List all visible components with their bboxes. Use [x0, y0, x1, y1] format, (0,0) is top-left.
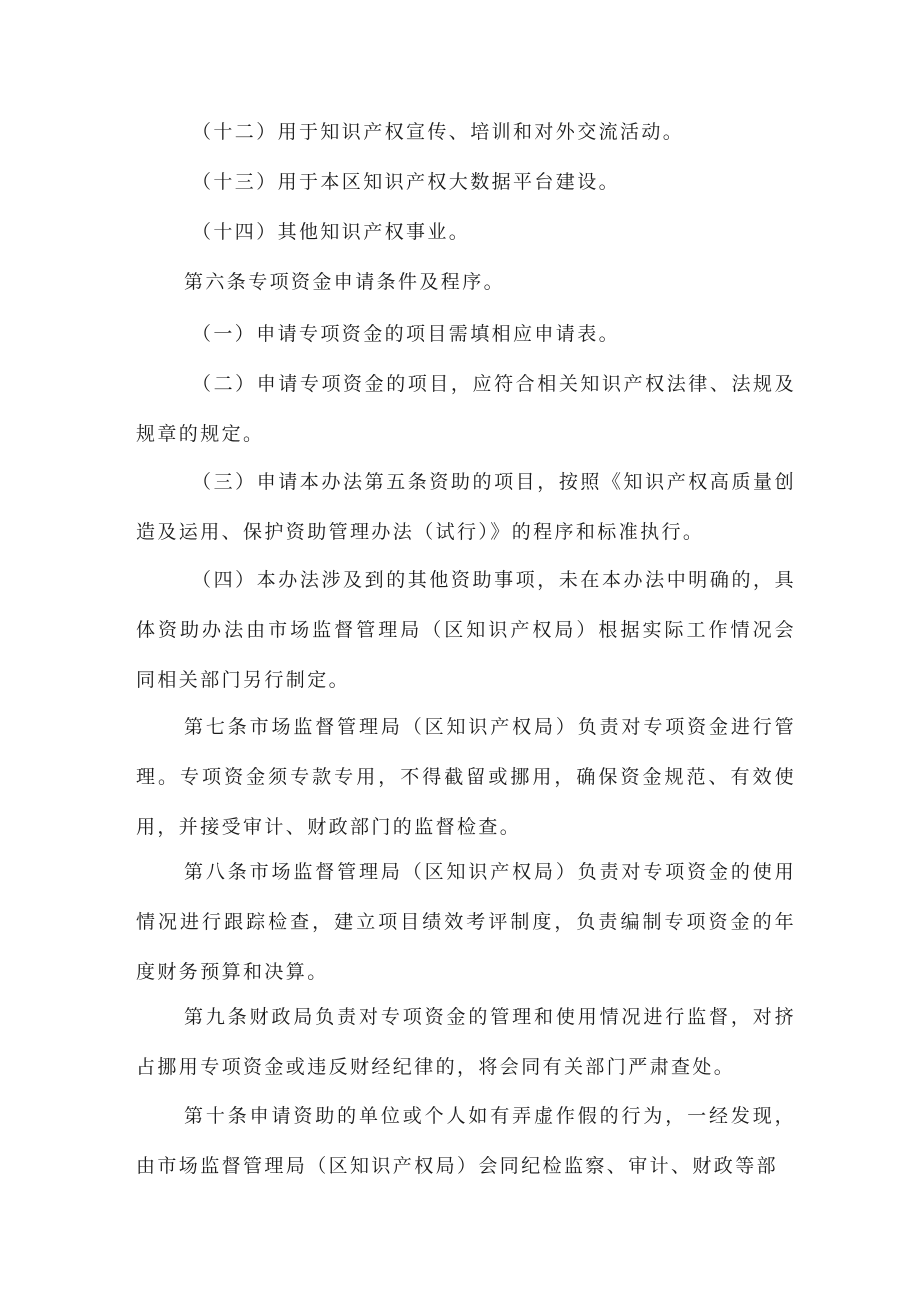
paragraph-article-10: 第十条申请资助的单位或个人如有弄虚作假的行为，一经发现，由市场监督管理局（区知识产权局）会同纪检监察、审计、财政等部 [136, 1105, 796, 1177]
paragraph-item-14: （十四）其他知识产权事业。 [192, 221, 471, 243]
paragraph-item-3: （三）申请本办法第五条资助的项目，按照《知识产权高质量创造及运用、保护资助管理办法（试行）》的程序和标准执行。 [136, 471, 796, 543]
paragraph-item-4: （四）本办法涉及到的其他资助事项，未在本办法中明确的，具体资助办法由市场监督管理局（区知识产权局）根据实际工作情况会同相关部门另行制定。 [136, 569, 796, 691]
paragraph-item-2: （二）申请专项资金的项目，应符合相关知识产权法律、法规及规章的规定。 [136, 373, 796, 445]
paragraph-item-13: （十三）用于本区知识产权大数据平台建设。 [192, 171, 621, 193]
paragraph-item-12: （十二）用于知识产权宣传、培训和对外交流活动。 [192, 121, 685, 143]
paragraph-article-8: 第八条市场监督管理局（区知识产权局）负责对专项资金的使用情况进行跟踪检查，建立项目绩效考评制度，负责编制专项资金的年度财务预算和决算。 [136, 861, 796, 983]
paragraph-article-7: 第七条市场监督管理局（区知识产权局）负责对专项资金进行管理。专项资金须专款专用，不得截留或挪用，确保资金规范、有效使用，并接受审计、财政部门的监督检查。 [136, 716, 796, 838]
paragraph-article-6: 第六条专项资金申请条件及程序。 [184, 271, 506, 293]
paragraph-item-1: （一）申请专项资金的项目需填相应申请表。 [192, 323, 621, 345]
paragraph-article-9: 第九条财政局负责对专项资金的管理和使用情况进行监督，对挤占挪用专项资金或违反财经纪律的，将会同有关部门严肃查处。 [136, 1006, 796, 1078]
